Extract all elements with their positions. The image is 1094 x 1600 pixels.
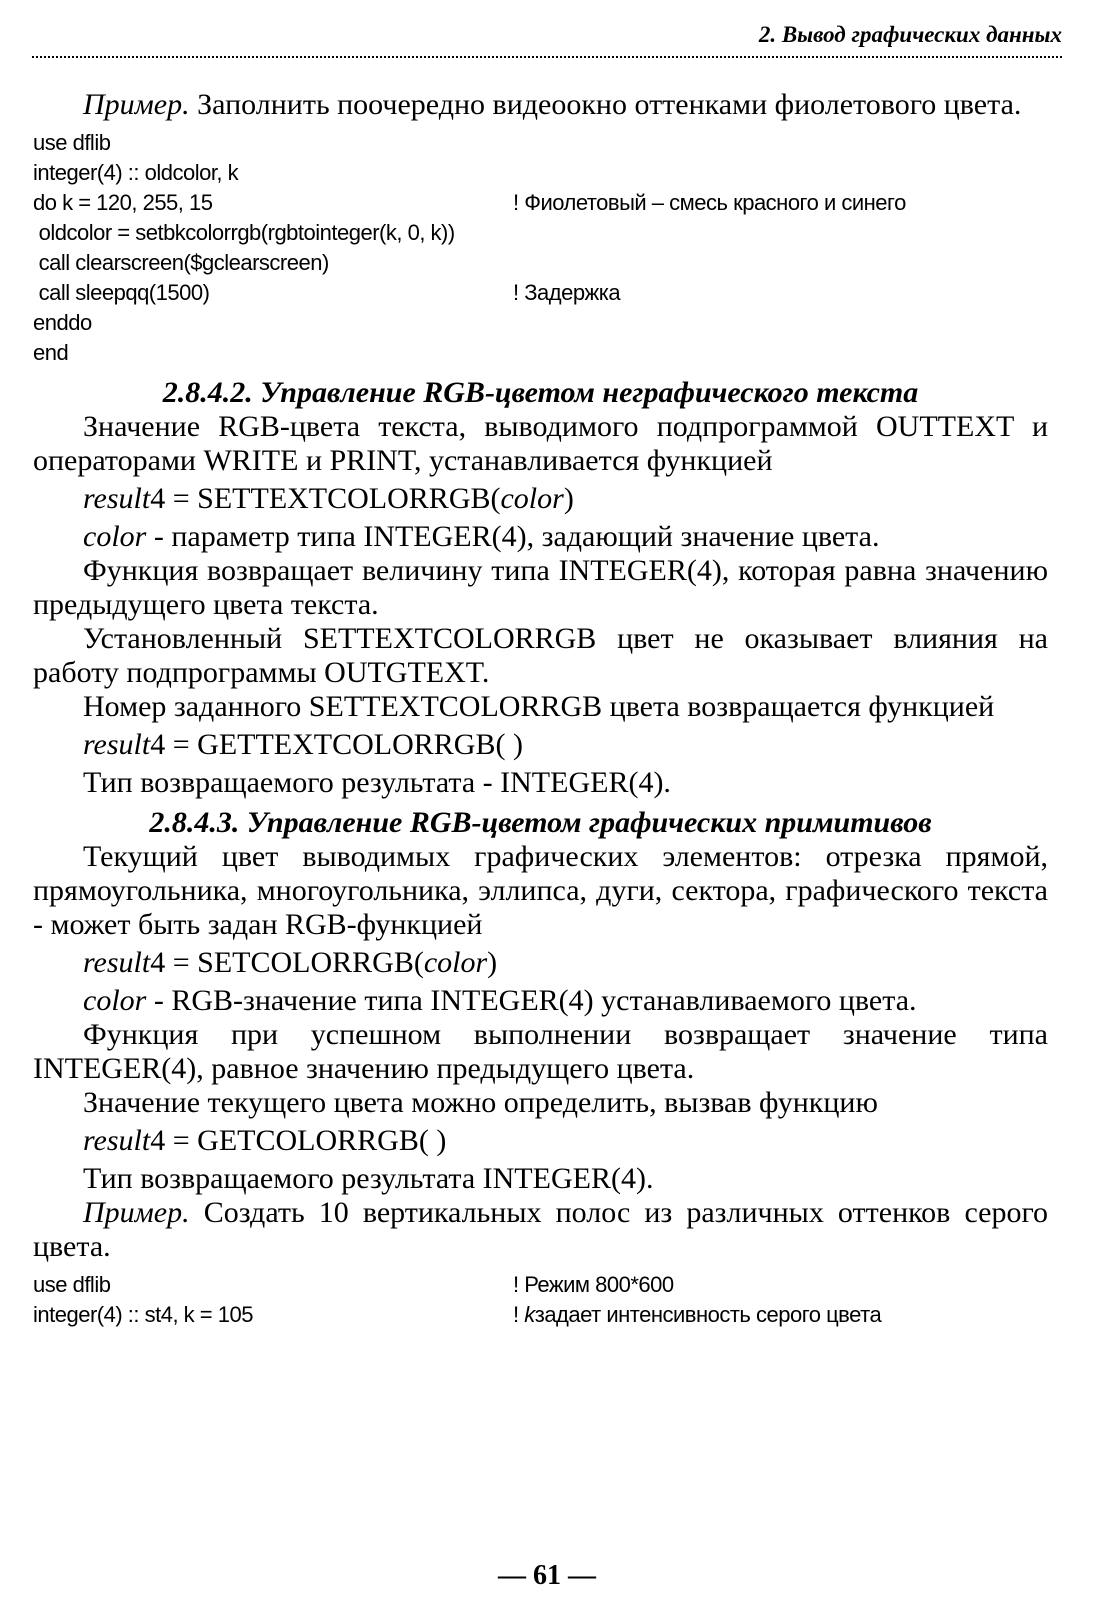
page-body — [33, 88, 1048, 1338]
formula-arg: color — [423, 946, 488, 979]
example-2-intro — [33, 1196, 1048, 1264]
code-comment: ! Задержка — [513, 280, 621, 305]
paragraph: Установленный SETTEXTCOLORRGB цвет не оказывает влияния на работу подпрограммы OUTGTEXT. — [33, 622, 1048, 689]
paragraph: Значение текущего цвета можно определить, вызвав функцию — [83, 1086, 878, 1119]
comment-text: задает интенсивность серого цвета — [534, 1302, 882, 1327]
formula-var: result — [83, 482, 151, 515]
section-heading-2-8-4-3: 2.8.4.3. Управление RGB-цветом графических примитивов — [149, 806, 932, 839]
param-term: color — [83, 520, 147, 553]
page-number: — 61 — — [498, 1560, 596, 1591]
code-line — [33, 248, 1048, 278]
code-comment — [513, 1300, 881, 1330]
param-desc: - RGB-значение типа INTEGER(4) устанавливаемого цвета. — [146, 984, 917, 1017]
code-line — [33, 1270, 1048, 1300]
param-desc: - параметр типа INTEGER(4), задающий значение цвета. — [146, 520, 880, 553]
code-line — [33, 278, 1048, 308]
formula-close: ) — [563, 482, 574, 515]
formula-body: 4 = GETCOLORRGB( ) — [150, 1124, 447, 1157]
paragraph: Значение RGB-цвета текста, выводимого подпрограммой OUTTEXT и операторами WRITE и PRINT, устанавливается функцией — [33, 410, 1048, 477]
comment-prefix: ! — [513, 1302, 525, 1327]
paragraph — [33, 984, 1048, 1018]
code-line — [33, 308, 1048, 338]
formula-body: 4 = GETTEXTCOLORRGB( ) — [150, 728, 523, 761]
code-text: call clearscreen($gclearscreen) — [33, 250, 329, 275]
formula-body: 4 = SETCOLORRGB( — [150, 946, 424, 979]
example-text: Заполнить поочередно видеоокно оттенками фиолетового цвета. — [189, 88, 1022, 121]
formula-body: 4 = SETTEXTCOLORRGB( — [150, 482, 501, 515]
formula-setcolorrgb — [33, 946, 1048, 980]
example-label: Пример. — [83, 88, 190, 121]
header-dotted-rule — [32, 56, 1062, 58]
paragraph: Функция при успешном выполнении возвращает значение типа INTEGER(4), равное значению предыдущего цвета. — [33, 1018, 1048, 1085]
example-label: Пример. — [83, 1196, 190, 1229]
code-line — [33, 218, 1048, 248]
code-text: integer(4) :: oldcolor, k — [33, 160, 239, 185]
code-line — [33, 128, 1048, 158]
code-text: call sleepqq(1500) — [33, 280, 210, 305]
example-1-intro — [33, 88, 1048, 122]
section-heading-2-8-4-2: 2.8.4.2. Управление RGB-цветом неграфического текста — [162, 376, 919, 409]
formula-var: result — [83, 728, 151, 761]
code-comment: ! Фиолетовый – смесь красного и синего — [513, 190, 906, 215]
code-line — [33, 1300, 1048, 1330]
code-line — [33, 188, 1048, 218]
code-block-1 — [33, 128, 1048, 368]
paragraph: Номер заданного SETTEXTCOLORRGB цвета возвращается функцией — [83, 690, 995, 723]
paragraph: Тип возвращаемого результата INTEGER(4). — [83, 1162, 654, 1195]
code-text: oldcolor = setbkcolorrgb(rgbtointeger(k, 0, k)) — [33, 220, 455, 245]
formula-var: result — [83, 1124, 151, 1157]
formula-settextcolorrgb — [33, 482, 1048, 516]
code-text: end — [33, 340, 69, 365]
code-line — [33, 158, 1048, 188]
code-block-2 — [33, 1270, 1048, 1330]
code-text: do k = 120, 255, 15 — [33, 190, 213, 215]
formula-getcolorrgb — [33, 1124, 1048, 1158]
code-text: use dflib — [33, 1272, 111, 1297]
code-text: use dflib — [33, 130, 111, 155]
formula-arg: color — [500, 482, 564, 515]
formula-close: ) — [487, 946, 498, 979]
formula-var: result — [83, 946, 151, 979]
param-term: color — [83, 984, 147, 1017]
code-line — [33, 338, 1048, 368]
paragraph: Текущий цвет выводимых графических элементов: отрезка прямой, прямоугольника, многоугольника, эллипса, дуги, сектора, графического текста - может быть задан RGB-функцией — [33, 840, 1048, 941]
paragraph: Функция возвращает величину типа INTEGER(4), которая равна значению предыдущего цвета текста. — [33, 554, 1048, 621]
code-text: enddo — [33, 310, 92, 335]
formula-gettextcolorrgb — [33, 728, 1048, 762]
running-header: 2. Вывод графических данных — [758, 22, 1062, 47]
paragraph: Тип возвращаемого результата - INTEGER(4). — [83, 766, 671, 799]
comment-var: k — [524, 1302, 535, 1327]
code-comment: ! Режим 800*600 — [513, 1272, 674, 1297]
paragraph — [33, 520, 1048, 554]
example-text: Создать 10 вертикальных полос из различных оттенков серого цвета. — [33, 1196, 1048, 1263]
code-text: integer(4) :: st4, k = 105 — [33, 1302, 253, 1327]
